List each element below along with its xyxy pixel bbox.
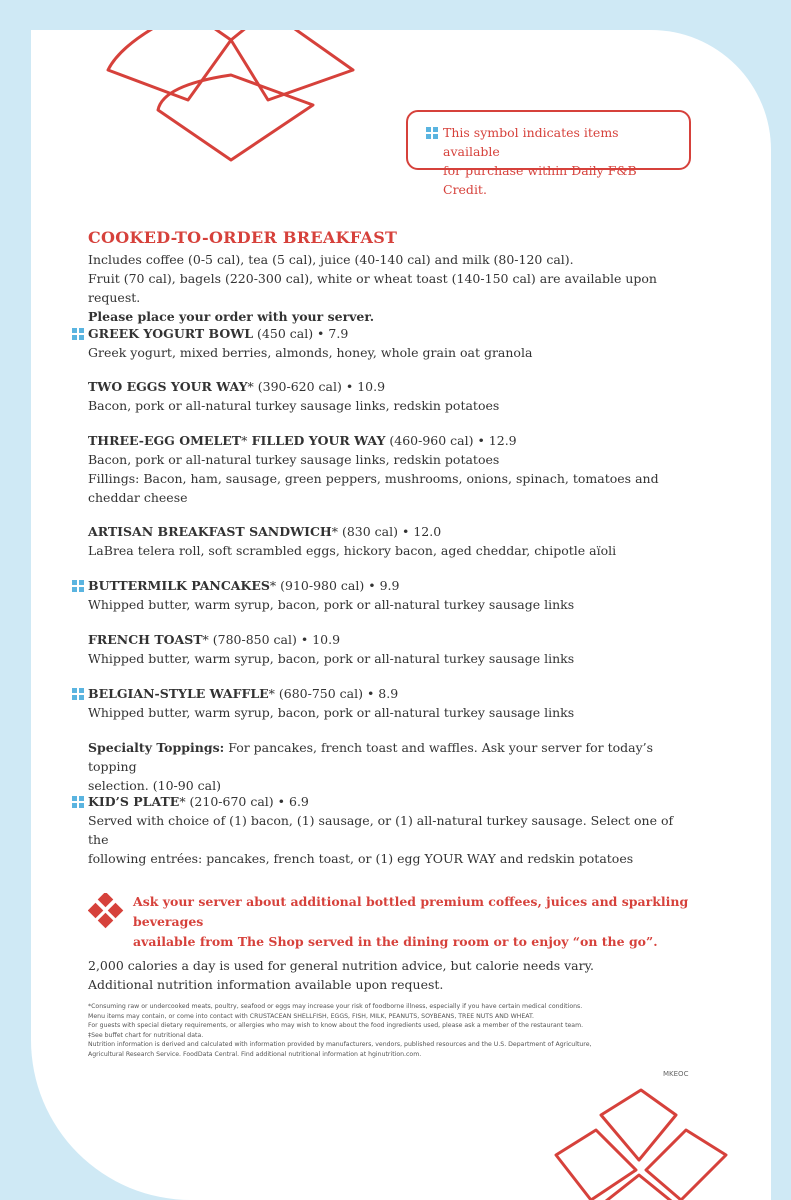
decorative-petal-logo-top — [103, 30, 363, 200]
item-description: LaBrea telera roll, soft scrambled eggs, hickory bacon, aged cheddar, chipotle aïoli — [88, 543, 617, 558]
item-name-continued: FILLED YOUR WAY — [247, 433, 386, 448]
menu-item-french-toast — [88, 630, 688, 668]
item-asterisk: * — [202, 632, 209, 647]
intro-line3: Please place your order with your server. — [88, 309, 375, 324]
item-description-line2: following entrées: pancakes, french toast, or (1) egg YOUR WAY and redskin potatoes — [88, 851, 634, 866]
item-name: KID’S PLATE — [88, 794, 180, 809]
item-asterisk: * — [268, 686, 275, 701]
item-description: Bacon, pork or all-natural turkey sausage links, redskin potatoes — [88, 398, 500, 413]
item-description: Whipped butter, warm syrup, bacon, pork or all-natural turkey sausage links — [88, 597, 575, 612]
legend-box — [406, 110, 691, 197]
decorative-petal-logo-bottom — [511, 1075, 751, 1200]
item-details: (210-670 cal) • 6.9 — [185, 794, 309, 809]
menu-item-two-eggs — [88, 377, 688, 415]
item-name: THREE-EGG OMELET — [88, 433, 242, 448]
item-details: (780-850 cal) • 10.9 — [208, 632, 341, 647]
item-name: BUTTERMILK PANCAKES — [88, 578, 270, 593]
daily-credit-icon — [72, 688, 84, 700]
item-description: Bacon, pork or all-natural turkey sausage links, redskin potatoes — [88, 452, 500, 467]
intro-line1: Includes coffee (0-5 cal), tea (5 cal), juice (40-140 cal) and milk (80-120 cal). — [88, 252, 574, 267]
item-details: (450 cal) • 7.9 — [253, 326, 349, 341]
fine-print-line: Agricultural Research Service. FoodData Central. Find additional nutritional information at hginutrition.com. — [88, 1050, 422, 1058]
item-description: Whipped butter, warm syrup, bacon, pork or all-natural turkey sausage links — [88, 705, 575, 720]
fine-print-line: Nutrition information is derived and calculated with information provided by manufacturers, vendors, published resources and the U.S. Department of Agriculture, — [88, 1041, 592, 1049]
promo-text — [133, 892, 713, 952]
item-name: BELGIAN-STYLE WAFFLE — [88, 686, 269, 701]
promo-line2: available from The Shop served in the dining room or to enjoy “on the go”. — [133, 934, 658, 949]
menu-sheet — [31, 30, 771, 1200]
item-details: (680-750 cal) • 8.9 — [274, 686, 399, 701]
daily-credit-icon — [72, 796, 84, 808]
menu-item-artisan-sandwich — [88, 522, 688, 560]
item-description-line2: Fillings: Bacon, ham, sausage, green peppers, mushrooms, onions, spinach, tomatoes and — [88, 471, 659, 486]
fine-print-line: *Consuming raw or undercooked meats, poultry, seafood or eggs may increase your risk of foodborne illness, especially if you have certain medical conditions. — [88, 1003, 583, 1010]
item-name: FRENCH TOAST — [88, 632, 203, 647]
item-name: TWO EGGS YOUR WAY — [88, 379, 248, 394]
fine-print-line: ‡See buffet chart for nutritional data. — [88, 1031, 204, 1039]
item-details: (910-980 cal) • 9.9 — [276, 578, 400, 593]
daily-credit-icon — [72, 328, 84, 340]
menu-item-buttermilk-pancakes — [88, 576, 688, 614]
intro-line2: Fruit (70 cal), bagels (220-300 cal), white or wheat toast (140-150 cal) are available upon request. — [88, 271, 657, 305]
menu-code: MKEOC — [663, 1070, 689, 1078]
menu-item-belgian-waffle — [88, 684, 688, 722]
menu-item-greek-yogurt-bowl — [88, 324, 688, 362]
item-name: GREEK YOGURT BOWL — [88, 326, 254, 341]
item-asterisk: * — [269, 578, 277, 593]
item-details: (460-960 cal) • 12.9 — [385, 433, 517, 448]
item-name: ARTISAN BREAKFAST SANDWICH — [88, 524, 332, 539]
fine-print-line: Menu items may contain, or come into contact with CRUSTACEAN SHELLFISH, EGGS, FISH, MILK, PEANUTS, SOYBEANS, TREE NUTS AND WHEAT. — [88, 1012, 535, 1020]
item-asterisk: * — [247, 379, 254, 394]
daily-credit-icon — [72, 580, 84, 592]
calorie-note-line2: Additional nutrition information available upon request. — [88, 977, 444, 992]
fine-print-line: For guests with special dietary requirements, or allergies who may wish to know about the food ingredients used, please ask a member of the restaurant team. — [88, 1022, 584, 1030]
item-description: Whipped butter, warm syrup, bacon, pork or all-natural turkey sausage links — [88, 651, 575, 666]
item-details: For pancakes, french toast and waffles. Ask your server for today’s topping — [88, 740, 654, 774]
legend-text-line1: This symbol indicates items available — [443, 125, 619, 159]
daily-credit-icon — [426, 127, 438, 139]
promo-line1: Ask your server about additional bottled premium coffees, juices and sparkling beverages — [133, 894, 689, 929]
section-intro — [88, 250, 708, 326]
red-diamond-cluster-icon — [88, 893, 124, 929]
item-asterisk: * — [241, 433, 248, 448]
item-description: selection. (10-90 cal) — [88, 778, 221, 793]
promo-notice — [88, 890, 718, 949]
section-title: COOKED-TO-ORDER BREAKFAST — [88, 228, 398, 247]
menu-item-kids-plate — [88, 792, 688, 868]
item-name: Specialty Toppings: — [88, 740, 225, 755]
menu-item-specialty-toppings — [88, 738, 688, 795]
menu-item-three-egg-omelet — [88, 431, 688, 507]
calorie-note-line1: 2,000 calories a day is used for general nutrition advice, but calorie needs vary. — [88, 958, 594, 973]
item-description: Greek yogurt, mixed berries, almonds, honey, whole grain oat granola — [88, 345, 533, 360]
item-description: Served with choice of (1) bacon, (1) sausage, or (1) all-natural turkey sausage. Select one of the — [88, 813, 674, 847]
item-description-line3: cheddar cheese — [88, 490, 188, 505]
item-asterisk: * — [331, 524, 338, 539]
fine-print — [88, 1002, 698, 1060]
item-details: (830 cal) • 12.0 — [337, 524, 442, 539]
item-details: (390-620 cal) • 10.9 — [253, 379, 386, 394]
item-asterisk: * — [179, 794, 186, 809]
calorie-note — [88, 956, 688, 994]
legend-text-line2: for purchase within Daily F&B Credit. — [443, 163, 637, 197]
